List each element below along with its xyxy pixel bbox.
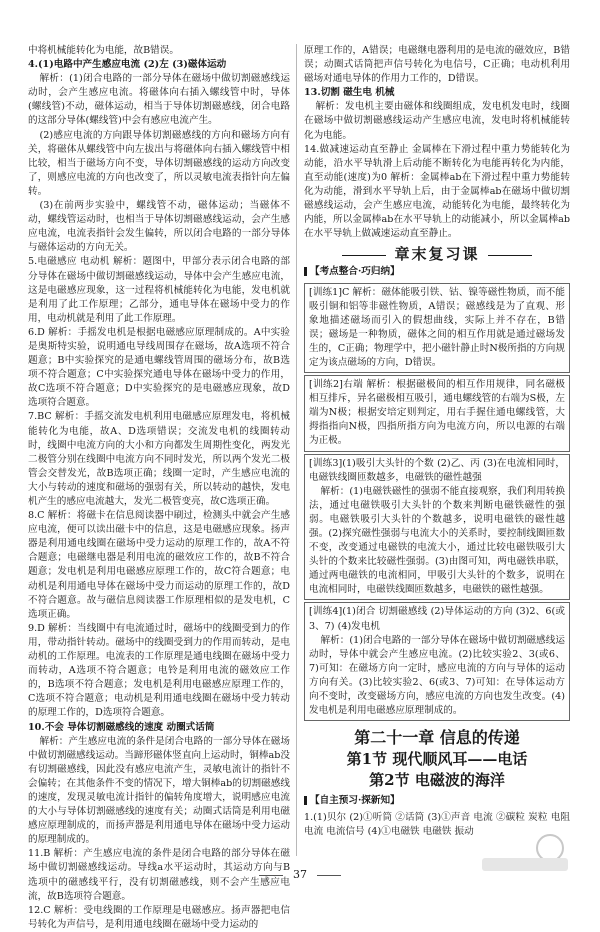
page-number: 37 xyxy=(293,868,307,881)
right-column xyxy=(304,44,570,840)
answer-item-1: 1.(1)贝尔 (2)①听筒 ②话筒 (3)①声音 电流 ②碳粒 炭粒 电阻 电流 电流信号 (4)①电磁铁 电磁铁 振动 xyxy=(304,812,570,838)
answer-item-9: 9.D 解析：当线圈中有电流通过时，磁场中的线圈受到力的作用，带动指针转动。磁场中的线圈受到力的作用而转动，是电动机的工作原理。电流表的工作原理是通电线圈在磁场中受力而转动，A选项不符合题意；电铃是利用电流的磁效应工作的，B选项不符合题意；发电机是利用电磁感应原理工作的，C选项不符合题意；电动机是利用通电线圈在磁场中受力转动的原理工作的，D选项符合题意。 xyxy=(28,622,290,719)
explanation-text: 解析：(1)闭合电路的一部分导体在磁场中做切割磁感线运动时，导体中就会产生感应电流。(2)比较实验2、3(或6、7)可知：在磁场方向一定时，感应电流的方向与导体的运动方向有关。(3)比较实验2、6(或3、7)可知：在导体运动方向不变时，改变磁场方向，感应电流的方向也发生改变。(4)发电机是利用电磁感应原理制成的。 xyxy=(309,634,565,717)
answer-item-5: 5.电磁感应 电动机 解析：题图中，甲部分表示闭合电路的部分导体在磁场中做切割磁感线运动，导体中会产生感应电流，这是电磁感应现象，这一过程将机械能转化为电能，发电机就是利用了此工作原理；乙部分，通电导体在磁场中受力的作用，电动机就是利用了此工作原理。 xyxy=(28,256,290,324)
training-text: [训练2]右端 解析：根据磁极间的相互作用规律，同名磁极相互排斥，异名磁极相互吸引，通电螺线管的右端为S极，左端为N极；根据安培定则判定，用右手握住通电螺线管，大拇指指向N极，四指所指方向为电流方向，所以电源的右端为正极。 xyxy=(309,379,566,447)
training-text: [训练3](1)吸引大头针的个数 (2)乙、丙 (3)在电流相同时，电磁铁线圈匝数越多，电磁铁的磁性越强 xyxy=(309,457,565,483)
explanation-text: (3)在前两步实验中，螺线管不动，磁体运动；当磁体不动，螺线管运动时，也相当于导体切割磁感线运动，会产生感应电流，电流表指针会发生偏转，所以闭合电路的一部分导体与磁体运动的方向无关。 xyxy=(28,200,290,254)
section-marker xyxy=(304,267,307,276)
footer-rule-left xyxy=(259,875,283,876)
explanation-text: 解析：发电机主要由磁体和线圈组成，发电机发电时，线圈在磁场中做切割磁感线运动产生感应电流，发电时将机械能转化为电能。 xyxy=(304,101,570,141)
explanation-text: 解析：产生感应电流的条件是闭合电路的一部分导体在磁场中做切割磁感线运动。当蹄形磁体竖直向上运动时，铜棒ab没有切割磁感线，因此没有感应电流产生，灵敏电流计的指针不会偏转；在其他条件不变的情况下，增大铜棒ab的切割磁感线的速度，发现灵敏电流计指针的偏转角度增大，说明感应电流的大小与导体切割磁感线的速度有关；动圈式话筒是利用电磁感应原理制成的，而扬声器是利用通电导体在磁场中受力运动的原理制成的。 xyxy=(28,735,290,846)
section-title-1: 第1节 现代顺风耳——电话 xyxy=(346,750,528,769)
explanation-text: (2)感应电流的方向跟导体切割磁感线的方向和磁场方向有关，将磁体从螺线管中向左拔出与将磁体向右插入螺线管中相比较，相当于磁场方向不变，导体切割磁感线的运动方向改变了，则感应电流的方向也改变了，所以灵敏电流表指针向左偏转。 xyxy=(28,129,290,197)
section-header-text: 【考点整合·巧归纳】 xyxy=(310,266,400,278)
chapter-review-title xyxy=(304,245,570,264)
section-title-2: 第2节 电磁波的海洋 xyxy=(369,771,505,790)
title-rule-left xyxy=(342,255,386,256)
training-3 xyxy=(304,454,570,601)
footer-rule-right xyxy=(317,875,341,876)
answer-item-8: 8.C 解析：将磁卡在信息阅读器中刷过，检测头中就会产生感应电流，便可以读出磁卡中的信息，这是电磁感应现象。扬声器是利用通电线圈在磁场中受力运动的原理工作的，故A不符合题意；电磁继电器是利用电流的磁效应工作的，故B不符合题意；发电机是利用电磁感应原理工作的，故C符合题意；电动机是利用通电导体在磁场中受力而运动的原理工作的，故D不符合题意。故与磁信息阅读器工作原理相似的是发电机，C选项正确。 xyxy=(28,510,290,620)
answer-text: 原理工作的，A错误；电磁继电器利用的是电流的磁效应，B错误；动圈式话筒把声信号转化为电信号，C正确；电动机利用磁场对通电导体的作用力工作的，D错误。 xyxy=(304,45,570,85)
section-header-preview xyxy=(304,794,570,808)
training-4 xyxy=(304,602,570,721)
training-1 xyxy=(304,283,570,374)
answer-item-10: 10.不会 导体切割磁感线的速度 动圈式话筒 xyxy=(28,721,215,733)
answer-item-6: 6.D 解析：手摇发电机是根据电磁感应原理制成的。A中实验是奥斯特实验，说明通电导线周围存在磁场，故A选项不符合题意；B中实验探究的是通电螺线管周围的磁场分布，故B选项不符合题意；C中实验探究通电导体在磁场中受力的作用，故C选项不符合题意；D中实验探究的是电磁感应现象，故D选项符合题意。 xyxy=(28,326,290,409)
watermark-logo-icon xyxy=(480,832,570,874)
answer-item-11: 11.B 解析：产生感应电流的条件是闭合电路的部分导体在磁场中做切割磁感线运动。导线a水平运动时，其运动方向与B选项中的磁感线平行，没有切割磁感线，则不会产生感应电流，故B选项符合题意。 xyxy=(28,848,290,902)
section-header-text: 【自主预习·探新知】 xyxy=(310,795,400,807)
answer-text: 中将机械能转化为电能，故B错误。 xyxy=(28,45,179,56)
answer-item-7: 7.BC 解析：手摇交流发电机利用电磁感应原理发电，将机械能转化为电能，故A、D选项错误；交流发电机的线圈转动时，线圈中电流方向的大小和方向都发生周期性变化，两发光二极管分别在线圈中电流方向不同时发光，所以两个发光二极管会交替发光，故B选项正确；线圈一定时，产生感应电流的大小与转动的速度和磁场的强弱有关，所以转动的越快，发电机产生的感应电流越大，发光二极管变亮，故C选项正确。 xyxy=(28,411,290,507)
explanation-text: 解析：(1)闭合电路的一部分导体在磁场中做切割磁感线运动时，会产生感应电流。将磁体向右插入螺线管中时，导体(螺线管)不动，磁体运动，相当于导体切割磁感线，闭合电路的这部分导体(螺线管)中会有感应电流产生。 xyxy=(28,73,290,127)
answer-item-14: 14.做减速运动直至静止 金属棒在下滑过程中重力势能转化为动能，沿水平导轨滑上后动能不断转化为电能再转化为内能，直至动能(速度)为0 解析：金属棒ab在下滑过程中重力势能转化为动能，滑到水平导轨上后，由于金属棒ab在磁场中做切割磁感线运动，会产生感应电流，动能转化为电能，最终转化为内能，所以金属棒ab在水平导轨上的动能减小，所以金属棒ab在水平导轨上做减速运动直至静止。 xyxy=(304,143,570,240)
answer-item-4: 4.(1)电路中产生感应电流 (2)左 (3)磁体运动 xyxy=(28,59,227,71)
chapter-title: 第二十一章 信息的传递 xyxy=(354,728,520,748)
training-2 xyxy=(304,375,570,451)
section-header-summary xyxy=(304,265,570,279)
training-text: [训练1]C 解析：磁体能吸引铁、钴、镍等磁性物质，而不能吸引铜和铝等非磁性物质，A错误；磁感线是为了直观、形象地描述磁场而引入的假想曲线，实际上并不存在，B错误；磁场是一种物质，磁体之间的相互作用就是通过磁场发生的，C正确；物理学中，把小磁针静止时N极所指的方向规定为该点磁场的方向，D错误。 xyxy=(309,286,565,368)
chapter-review-text: 章末复习课 xyxy=(394,245,480,264)
training-text: [训练4](1)闭合 切割磁感线 (2)导体运动的方向 (3)2、6(或3、7) (4)发电机 xyxy=(309,606,565,632)
answer-item-13: 13.切割 磁生电 机械 xyxy=(304,87,395,99)
answer-item-12: 12.C 解析：受电线圈的工作原理是电磁感应。扬声器把电信号转化为声信号，是利用通电线圈在磁场中受力运动的 xyxy=(28,904,290,930)
explanation-text: 解析：(1)电磁铁磁性的强弱不能直接观察，我们利用转换法，通过电磁铁吸引大头针的个数来判断电磁铁磁性的强弱。电磁铁吸引大头针的个数越多，说明电磁铁的磁性越强。(2)探究磁性强弱与电流大小的关系时，要控制线圈匝数不变，改变通过电磁铁的电流大小，通过比较电磁铁吸引大头针的个数来比较磁性强弱。(3)由图可知，两电磁铁串联，通过两电磁铁的电流相同，甲吸引大头针的个数多，说明在电流相同时，电磁铁线圈匝数越多，电磁铁的磁性越强。 xyxy=(309,485,565,596)
title-rule-right xyxy=(488,255,532,256)
column-divider xyxy=(296,44,297,856)
left-column xyxy=(28,44,290,932)
section-marker xyxy=(304,796,307,805)
